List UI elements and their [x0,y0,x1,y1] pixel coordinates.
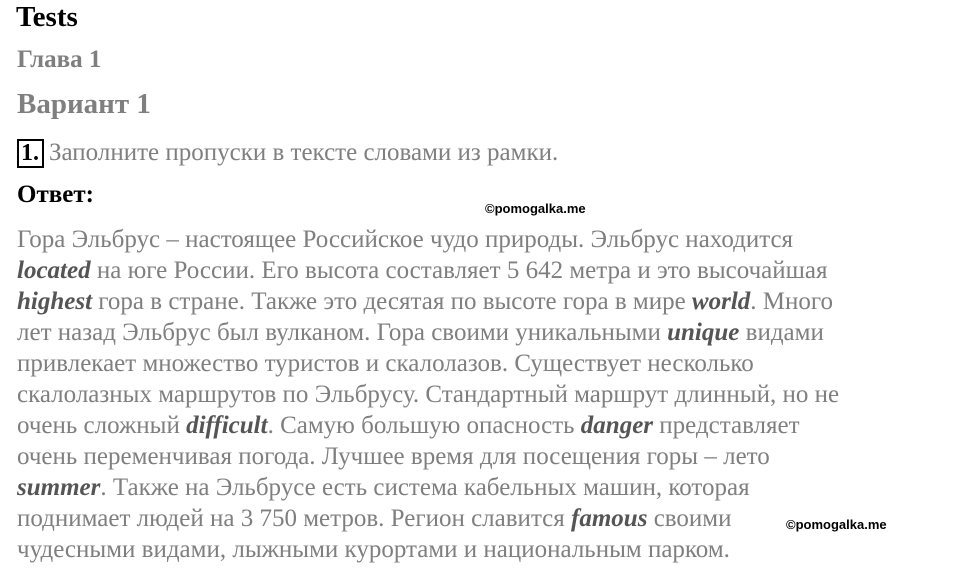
answer-text-segment: поднимает людей на 3 750 метров. Регион славится [17,505,572,532]
task-number-box: 1. [17,139,44,168]
answer-text-segment: очень переменчивая погода. Лучшее время для посещения горы – лето [17,443,770,470]
answer-text-segment: скалолазных маршрутов по Эльбрусу. Стандартный маршрут длинный, но не [17,381,840,408]
answer-keyword: summer [17,474,101,501]
answer-keyword: famous [571,505,648,532]
answer-keyword: located [17,257,91,284]
answer-keyword: danger [580,412,654,439]
answer-text-segment: лет назад Эльбрус был вулканом. Гора своими уникальными [17,319,668,346]
answer-keyword: highest [17,288,93,315]
answer-text-segment: . Много [750,288,834,315]
answer-text-segment: очень сложный [17,412,187,439]
answer-line [17,534,947,565]
answer-text-segment: . Самую большую опасность [267,412,581,439]
answer-text [17,224,947,565]
answer-line [17,317,947,348]
watermark: ©pomogalka.me [786,517,887,532]
answer-keyword: difficult [186,412,268,439]
answer-line [17,410,947,441]
answer-keyword: unique [667,319,740,346]
chapter-heading: Глава 1 [17,46,102,73]
page-title: Tests [16,1,78,33]
answer-text-segment: гора в стране. Также это десятая по высоте гора в мире [92,288,692,315]
answer-label: Ответ: [17,181,94,208]
answer-line [17,348,947,379]
answer-text-segment: видами [739,319,824,346]
answer-line [17,255,947,286]
answer-text-segment: . Также на Эльбрусе есть система кабельных машин, которая [100,474,750,501]
answer-line [17,286,947,317]
answer-line [17,224,947,255]
answer-line [17,441,947,472]
answer-keyword: world [691,288,751,315]
task-prompt [17,138,558,168]
variant-heading: Вариант 1 [17,88,151,120]
answer-text-segment: привлекает множество туристов и скалолазов. Существует несколько [17,350,754,377]
answer-text-segment: Гора Эльбрус – настоящее Российское чудо природы. Эльбрус находится [17,226,794,253]
answer-text-segment: на юге России. Его высота составляет 5 642 метра и это высочайшая [90,257,828,284]
answer-text-segment: своими [647,505,732,532]
answer-line [17,379,947,410]
answer-text-segment: чудесными видами, лыжными курортами и национальным парком. [17,536,730,563]
watermark: ©pomogalka.me [485,201,586,216]
task-text: Заполните пропуски в тексте словами из рамки. [49,139,559,166]
answer-text-segment: представляет [653,412,800,439]
answer-line [17,472,947,503]
